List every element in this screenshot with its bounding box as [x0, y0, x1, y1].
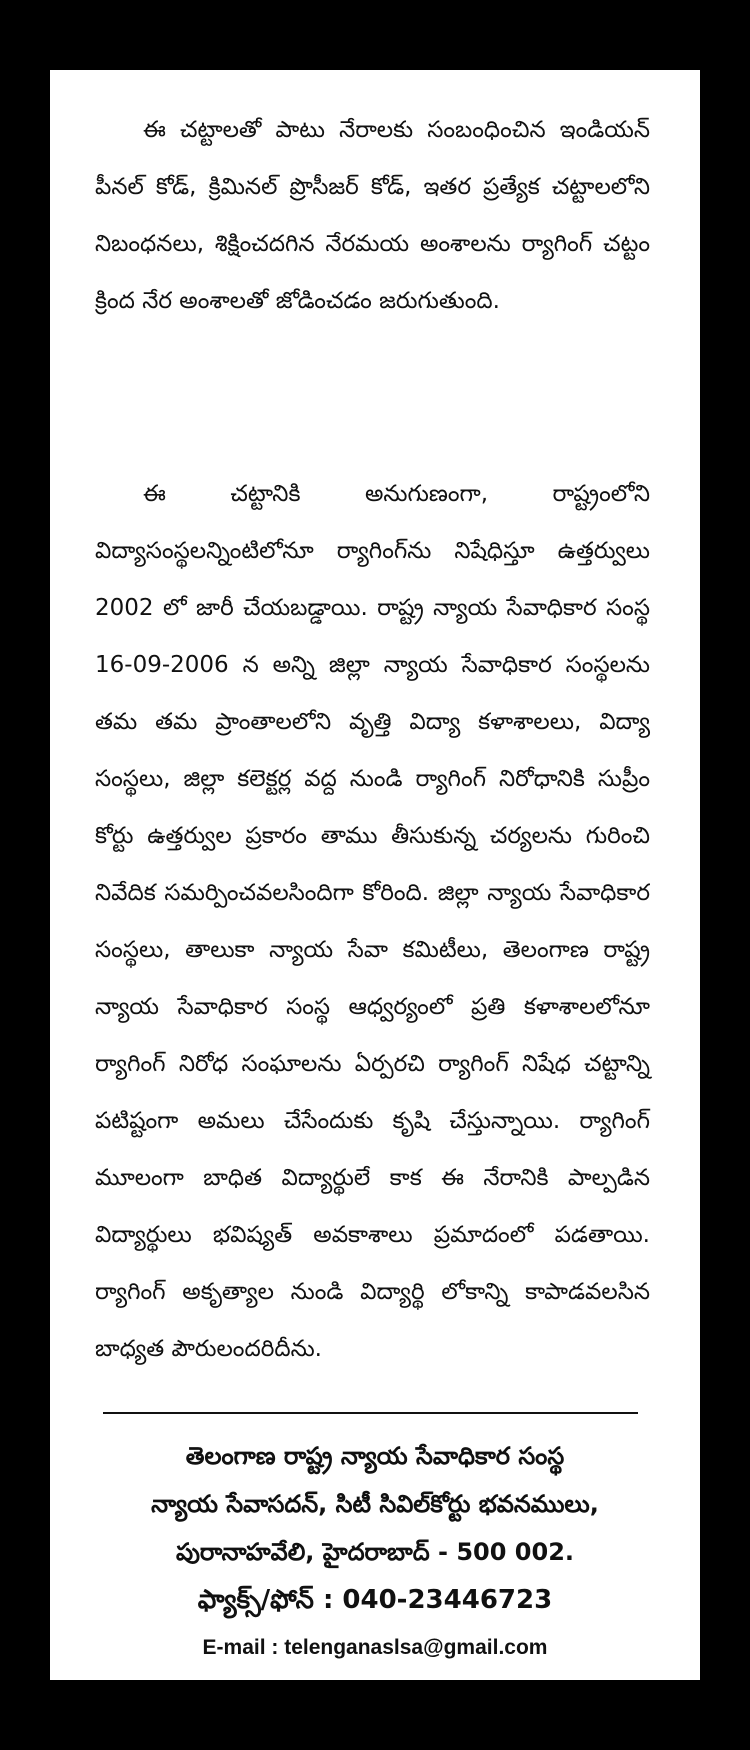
building-address: న్యాయ సేవాసదన్, సిటీ సివిల్‌కోర్టు భవనములు,: [151, 1490, 599, 1518]
organization-name: తెలంగాణ రాష్ట్ర న్యాయ సేవాధికార సంస్థ: [185, 1442, 565, 1470]
email-address: E-mail : telenganaslsa@gmail.com: [202, 1636, 548, 1659]
paragraph-1-text: ఈ చట్టాలతో పాటు నేరాలకు సంబంధించిన ఇండియన్ పీనల్ కోడ్, క్రిమినల్ ప్రొసీజర్ కోడ్, ఇతర ప్రత్యేక చట్టాలలోని నిబంధనలు, శిక్షించదగిన నేరమయ అంశాలను ర్యాగింగ్ చట్టం క్రింద నేర అంశాలతో జోడించడం జరుగుతుంది.: [95, 117, 650, 314]
document-page: [50, 70, 700, 1680]
paragraph-2: [95, 466, 650, 1378]
footer-contact-block: [50, 1432, 700, 1672]
footer-divider: [103, 1412, 638, 1414]
paragraph-1: [95, 102, 650, 330]
street-address: పురానాహవేలి, హైదరాబాద్ - 500 002.: [175, 1538, 575, 1566]
phone-fax-number: ఫ్యాక్స్/ఫోన్ : 040-23446723: [197, 1585, 553, 1615]
paragraph-2-text: ఈ చట్టానికి అనుగుణంగా, రాష్ట్రంలోని విద్యాసంస్థలన్నింటిలోనూ ర్యాగింగ్‌ను నిషేధిస్తూ ఉత్తర్వులు 2002 లో జారీ చేయబడ్డాయి. రాష్ట్ర న్యాయ సేవాధికార సంస్థ 16-09-2006 న అన్ని జిల్లా న్యాయ సేవాధికార సంస్థలను తమ తమ ప్రాంతాలలోని వృత్తి విద్యా కళాశాలలు, విద్యా సంస్థలు, జిల్లా కలెక్టర్ల వద్ద నుండి ర్యాగింగ్ నిరోధానికి సుప్రీం కోర్టు ఉత్తర్వుల ప్రకారం తాము తీసుకున్న చర్యలను గురించి నివేదిక సమర్పించవలసిందిగా కోరింది. జిల్లా న్యాయ సేవాధికార సంస్థలు, తాలుకా న్యాయ సేవా కమిటీలు, తెలంగాణ రాష్ట్ర న్యాయ సేవాధికార సంస్థ ఆధ్వర్యంలో ప్రతి కళాశాలలోనూ ర్యాగింగ్ నిరోధ సంఘాలను ఏర్పరచి ర్యాగింగ్ నిషేధ చట్టాన్ని పటిష్టంగా అమలు చేసేందుకు కృషి చేస్తున్నాయి. ర్యాగింగ్ మూలంగా బాధిత విద్యార్థులే కాక ఈ నేరానికి పాల్పడిన విద్యార్థులు భవిష్యత్ అవకాశాలు ప్రమాదంలో పడతాయి. ర్యాగింగ్ అకృత్యాల నుండి విద్యార్థి లోకాన్ని కాపాడవలసిన బాధ్యత పౌరులందరిదీను.: [95, 481, 650, 1362]
